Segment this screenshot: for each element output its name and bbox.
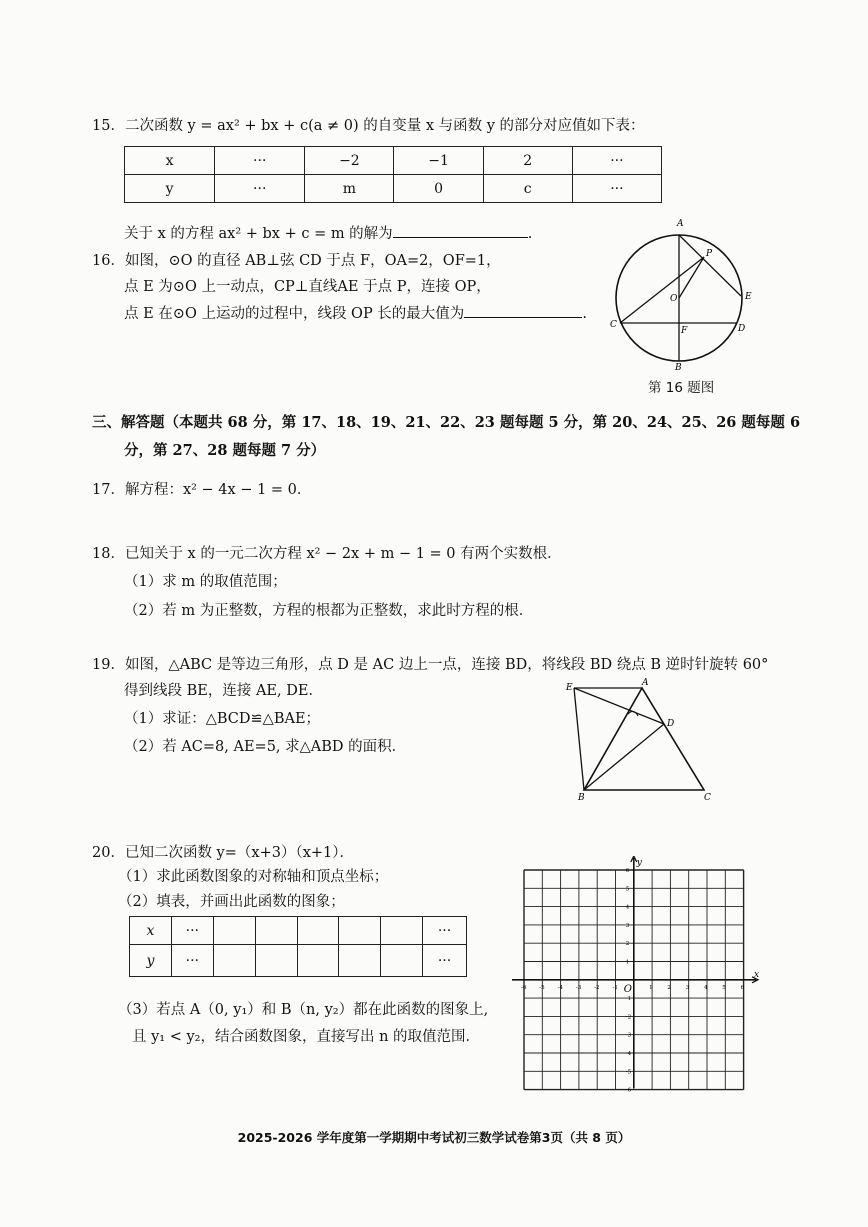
- table-cell: x: [125, 147, 215, 175]
- label-e: E: [745, 292, 752, 302]
- x-tick-label: -5: [539, 984, 545, 991]
- table-cell: −1: [394, 147, 483, 175]
- q20-fill-table: [129, 916, 467, 977]
- q16-text-1: 如图，⊙O 的直径 AB⊥弦 CD 于点 F，OA=2，OF=1，: [124, 253, 501, 269]
- table-cell: 0: [394, 175, 483, 203]
- q20-part3a: （3）若点 A（0, y₁）和 B（n, y₂）都在此函数的图象上,: [118, 1002, 489, 1018]
- x-axis-label: x: [754, 969, 760, 980]
- table-cell: ···: [423, 945, 467, 977]
- page-footer: 2025-2026 学年度第一学期期中考试初三数学试卷第3页（共 8 页）: [237, 1130, 631, 1145]
- q16-figure-caption: 第 16 题图: [648, 380, 715, 396]
- y-tick-label: -1: [625, 996, 632, 1003]
- y-tick-label: 3: [625, 922, 630, 929]
- table-cell: ···: [572, 175, 661, 203]
- q19-part1: （1）求证：△BCD≌△BAE；: [124, 711, 321, 727]
- q15-text: 二次函数 y = ax² + bx + c(a ≠ 0) 的自变量 x 与函数 y 的部分对应值如下表：: [124, 118, 645, 134]
- table-cell: ···: [423, 917, 467, 945]
- answer-blank[interactable]: [393, 222, 528, 238]
- table-cell-empty[interactable]: [339, 917, 381, 945]
- x-tick-label: -6: [521, 984, 527, 991]
- table-cell: y: [125, 175, 215, 203]
- segment-op: [679, 257, 704, 298]
- table-cell: 2: [483, 147, 572, 175]
- y-tick-label: 4: [625, 904, 630, 911]
- segment-ed: [574, 688, 664, 724]
- table-cell-empty[interactable]: [381, 945, 423, 977]
- table-cell: c: [483, 175, 572, 203]
- x-tick-label: 6: [740, 984, 745, 991]
- table-cell-empty[interactable]: [339, 945, 381, 977]
- q19-number: 19．: [92, 657, 125, 673]
- label-b: B: [578, 793, 585, 802]
- y-tick-label: -2: [625, 1014, 632, 1021]
- q20-part1: （1）求此函数图象的对称轴和顶点坐标；: [118, 869, 389, 885]
- segment-bd: [584, 724, 664, 790]
- table-cell-empty[interactable]: [297, 917, 339, 945]
- x-tick-label: -1: [612, 984, 618, 991]
- q19-part2: （2）若 AC=8, AE=5, 求△ABD 的面积．: [124, 739, 407, 755]
- q17-text: 解方程：x² − 4x − 1 = 0．: [124, 482, 312, 498]
- grid-labels: [521, 858, 759, 1092]
- y-tick-label: 5: [625, 886, 630, 893]
- q20-part2: （2）填表，并画出此函数的图象；: [118, 894, 345, 910]
- label-c: C: [704, 793, 711, 802]
- label-a: A: [677, 219, 684, 229]
- answer-blank[interactable]: [464, 302, 582, 318]
- label-p: P: [706, 249, 713, 259]
- period: .: [527, 226, 533, 242]
- table-cell: y: [130, 945, 172, 977]
- x-tick-label: -4: [557, 984, 563, 991]
- q20: [92, 842, 354, 864]
- label-o: O: [670, 294, 678, 304]
- table-cell-empty[interactable]: [255, 945, 297, 977]
- q15-followup-text: 关于 x 的方程 ax² + bx + c = m 的解为: [124, 226, 393, 242]
- period: .: [582, 306, 587, 322]
- y-tick-label: 1: [625, 959, 630, 966]
- q18-text: 已知关于 x 的一元二次方程 x² − 2x + m − 1 = 0 有两个实数根．: [124, 546, 562, 562]
- q20-text: 已知二次函数 y=（x+3）（x+1）．: [124, 845, 355, 861]
- q16-line3: [124, 302, 587, 325]
- y-tick-label: -4: [625, 1051, 632, 1057]
- q19: [92, 654, 768, 676]
- table-cell-empty[interactable]: [381, 917, 423, 945]
- q15-number: 15．: [92, 118, 125, 134]
- table-cell: m: [305, 175, 394, 203]
- table-cell: ···: [171, 945, 213, 977]
- label-a: A: [642, 678, 649, 688]
- x-tick-label: -3: [575, 984, 582, 991]
- q16-number: 16．: [92, 253, 125, 269]
- table-row: [130, 917, 467, 945]
- q17-number: 17．: [92, 482, 125, 498]
- grid-lines: [512, 856, 758, 1090]
- x-tick-label: 3: [685, 984, 690, 991]
- line-ae: [679, 235, 741, 296]
- q18-number: 18．: [92, 546, 125, 562]
- table-row: [125, 175, 662, 203]
- segment-eb: [574, 688, 584, 790]
- section-3-heading-cont: 分，第 27、28 题每题 7 分）: [124, 442, 326, 459]
- q18-part2: （2）若 m 为正整数，方程的根都为正整数，求此时方程的根．: [124, 603, 534, 619]
- table-cell: ···: [572, 147, 661, 175]
- q16-circle-figure: [608, 212, 758, 372]
- q19-line2: 得到线段 BE，连接 AE, DE．: [124, 683, 323, 699]
- label-e: E: [566, 683, 573, 693]
- table-cell-empty[interactable]: [255, 917, 297, 945]
- table-cell-empty[interactable]: [213, 945, 255, 977]
- y-axis-label: y: [636, 858, 642, 868]
- q19-text: 如图，△ABC 是等边三角形，点 D 是 AC 边上一点，连接 BD，将线段 BD 绕点 B 逆时针旋转 60°: [124, 657, 769, 673]
- x-tick-label: -2: [594, 984, 600, 991]
- q20-number: 20．: [92, 845, 125, 861]
- y-tick-label: 2: [625, 941, 630, 948]
- table-cell-empty[interactable]: [213, 917, 255, 945]
- y-tick-label: -3: [625, 1032, 632, 1039]
- q17: [92, 479, 311, 501]
- table-cell: ···: [215, 147, 305, 175]
- x-tick-label: 1: [649, 984, 653, 991]
- x-tick-label: 4: [704, 984, 708, 991]
- y-tick-label: -6: [625, 1087, 632, 1092]
- y-tick-label: -5: [625, 1069, 632, 1076]
- label-b: B: [675, 363, 682, 372]
- q19-triangle-figure: [560, 676, 720, 802]
- table-row: [130, 945, 467, 977]
- label-c: C: [610, 320, 617, 330]
- section-3-heading: 三、解答题（本题共 68 分，第 17、18、19、21、22、23 题每题 5 分，第 20、24、25、26 题每题 6: [92, 414, 801, 431]
- origin-label: O: [623, 983, 633, 995]
- q15-value-table: [124, 146, 662, 203]
- q18: [92, 543, 562, 565]
- q20-part3b: 且 y₁ < y₂，结合函数图象，直接写出 n 的取值范围．: [132, 1029, 481, 1045]
- table-cell: ···: [171, 917, 213, 945]
- label-f: F: [681, 326, 688, 336]
- table-cell-empty[interactable]: [297, 945, 339, 977]
- q15-stem: [92, 115, 645, 137]
- table-cell: x: [130, 917, 172, 945]
- y-tick-label: 6: [625, 868, 630, 874]
- segment-cp: [620, 257, 704, 323]
- q16-text-3: 点 E 在⊙O 上运动的过程中，线段 OP 长的最大值为: [124, 306, 465, 322]
- label-d: D: [667, 719, 675, 729]
- label-d: D: [738, 324, 746, 334]
- q20-coordinate-grid[interactable]: [512, 856, 764, 1092]
- table-row: [125, 147, 662, 175]
- q16-line2: 点 E 为⊙O 上一动点，CP⊥直线AE 于点 P，连接 OP，: [124, 279, 491, 295]
- x-tick-label: 2: [667, 984, 671, 991]
- table-cell: −2: [305, 147, 394, 175]
- q16-line1: [92, 250, 501, 272]
- q15-followup: [124, 222, 532, 245]
- q18-part1: （1）求 m 的取值范围；: [124, 574, 287, 590]
- table-cell: ···: [215, 175, 305, 203]
- x-tick-label: 5: [722, 984, 726, 991]
